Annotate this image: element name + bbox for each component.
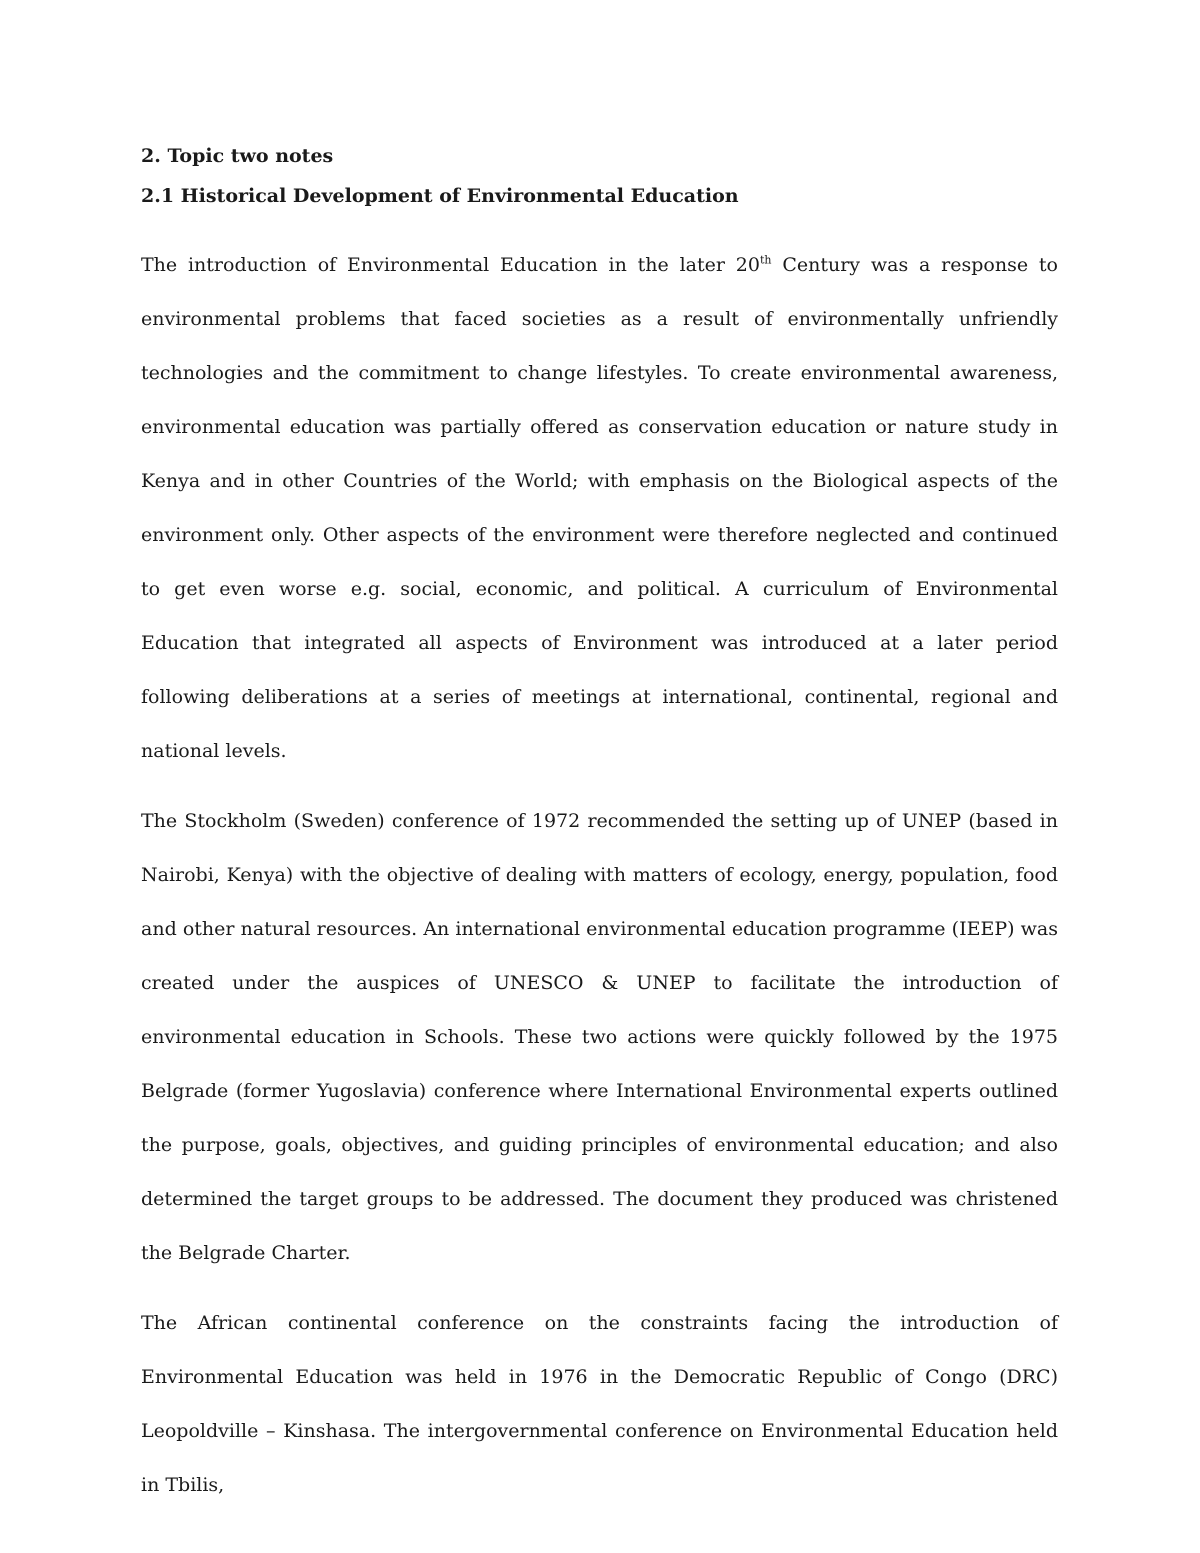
- paragraph-introduction: [141, 238, 1058, 778]
- paragraph-african-conference: The African continental conference on the constraints facing the introduction of Environmental Education was held in 1976 in the Democratic Republic of Congo (DRC) Leopoldville – Kinshasa. The intergovernmental conference on Environmental Education held in Tbilis,: [141, 1312, 1058, 1496]
- section-heading: 2.1 Historical Development of Environmental Education: [141, 185, 739, 207]
- paragraph-introduction-rest: Century was a response to environmental problems that faced societies as a result of environmentally unfriendly technologies and the commitment to change lifestyles. To create environmental awareness, environmental education was partially offered as conservation education or nature study in Kenya and in other Countries of the World; with emphasis on the Biological aspects of the environment only. Other aspects of the environment were therefore neglected and continued to get even worse e.g. social, economic, and political. A curriculum of Environmental Education that integrated all aspects of Environment was introduced at a later period following deliberations at a series of meetings at international, continental, regional and national levels.: [141, 254, 1058, 762]
- paragraph-stockholm: The Stockholm (Sweden) conference of 1972 recommended the setting up of UNEP (based in Nairobi, Kenya) with the objective of dealing with matters of ecology, energy, population, food and other natural resources. An international environmental education programme (IEEP) was created under the auspices of UNESCO & UNEP to facilitate the introduction of environmental education in Schools. These two actions were quickly followed by the 1975 Belgrade (former Yugoslavia) conference where International Environmental experts outlined the purpose, goals, objectives, and guiding principles of environmental education; and also determined the target groups to be addressed. The document they produced was christened the Belgrade Charter.: [141, 810, 1058, 1264]
- topic-heading: 2. Topic two notes: [141, 145, 334, 167]
- ordinal-superscript: th: [759, 253, 772, 267]
- paragraph-introduction-start: The introduction of Environmental Education in the later 20: [141, 254, 760, 276]
- document-page: [141, 140, 1058, 1512]
